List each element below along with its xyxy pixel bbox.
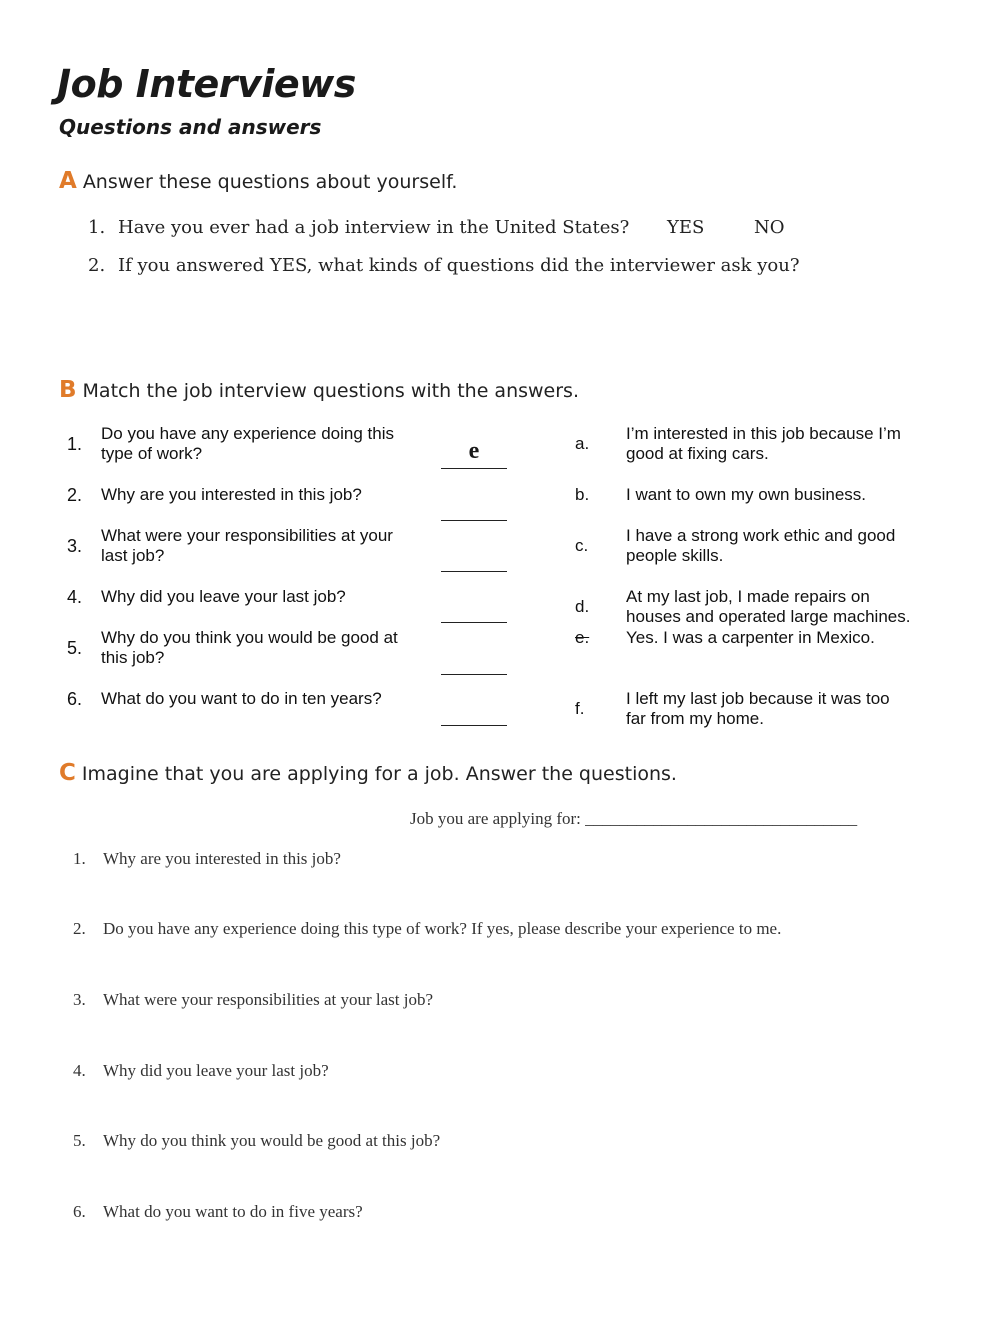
section-b-instructions: Match the job interview questions with the answers.	[82, 380, 579, 402]
match-answer-text-continued: far from my home.	[626, 709, 764, 728]
section-c-question-text: Why are you interested in this job?	[103, 849, 341, 868]
section-c-question-text: What do you want to do in five years?	[103, 1202, 363, 1221]
match-answer-letter: a.	[575, 434, 590, 453]
section-c-question-text: What were your responsibilities at your last job?	[103, 990, 433, 1009]
section-c-letter: C	[59, 760, 76, 786]
job-applying-for-field[interactable]: Job you are applying for: ________________________________	[410, 809, 858, 828]
section-a-question-2-number: 2.	[88, 255, 106, 276]
match-question-text-continued: type of work?	[101, 444, 203, 463]
section-c-question-text: Do you have any experience doing this type of work? If yes, please describe your experience to me.	[103, 919, 782, 938]
match-answer-text: I have a strong work ethic and good	[626, 526, 896, 545]
page-title: Job Interviews	[57, 62, 356, 106]
match-answer-letter: f.	[575, 699, 585, 718]
match-answer-text: I left my last job because it was too	[626, 689, 890, 708]
match-question-number: 1.	[67, 434, 83, 454]
match-answer-text: Yes. I was a carpenter in Mexico.	[626, 628, 875, 647]
match-question-number: 5.	[67, 638, 83, 658]
section-c-question-text: Why do you think you would be good at this job?	[103, 1131, 441, 1150]
match-answer-text-continued: good at fixing cars.	[626, 444, 769, 463]
match-question-text: Why do you think you would be good at	[101, 628, 398, 647]
match-answer-text-continued: people skills.	[626, 546, 724, 565]
answer-blank-line[interactable]	[441, 468, 507, 469]
match-answer-text: At my last job, I made repairs on	[626, 587, 870, 606]
match-answer-letter: c.	[575, 536, 589, 555]
section-c-instructions: Imagine that you are applying for a job. Answer the questions.	[81, 763, 677, 785]
match-question-text: What were your responsibilities at your	[101, 526, 393, 545]
match-question-number: 3.	[67, 536, 83, 556]
section-c-question-number: 5.	[73, 1131, 86, 1150]
section-c-question-number: 3.	[73, 990, 86, 1009]
match-question-number: 2.	[67, 485, 83, 505]
match-question-text: Do you have any experience doing this	[101, 424, 394, 443]
match-question-text: Why did you leave your last job?	[101, 587, 346, 606]
match-answer-text: I’m interested in this job because I’m	[626, 424, 901, 443]
answer-blank-line[interactable]	[441, 622, 507, 623]
section-a-question-2: If you answered YES, what kinds of questions did the interviewer ask you?	[118, 255, 800, 276]
section-a-question-1: Have you ever had a job interview in the United States?	[118, 217, 630, 238]
section-c-question-number: 4.	[73, 1061, 86, 1080]
match-question-text-continued: this job?	[101, 648, 165, 667]
section-a-question-1-number: 1.	[88, 217, 106, 238]
match-answer-letter: e.	[575, 628, 590, 647]
section-c-question-number: 2.	[73, 919, 86, 938]
answer-blank-line[interactable]	[441, 725, 507, 726]
section-a-letter: A	[59, 168, 77, 194]
section-a-instructions: Answer these questions about yourself.	[82, 171, 458, 193]
match-question-number: 4.	[67, 587, 83, 607]
section-c-heading	[59, 760, 677, 786]
match-question-text-continued: last job?	[101, 546, 165, 565]
section-a-heading	[59, 168, 457, 194]
yes-option[interactable]: YES	[667, 217, 705, 238]
match-answer-letter: b.	[575, 485, 590, 504]
answer-input[interactable]: e	[468, 438, 480, 464]
match-answer-text-continued: houses and operated large machines.	[626, 607, 911, 626]
answer-blank-line[interactable]	[441, 520, 507, 521]
answer-blank-line[interactable]	[441, 674, 507, 675]
match-question-number: 6.	[67, 689, 83, 709]
match-answer-text: I want to own my own business.	[626, 485, 867, 504]
section-b-letter: B	[59, 377, 77, 403]
section-c-question-text: Why did you leave your last job?	[103, 1061, 329, 1080]
section-c-question-number: 6.	[73, 1202, 86, 1221]
section-b-heading	[59, 377, 579, 403]
answer-blank-line[interactable]	[441, 571, 507, 572]
page-subtitle: Questions and answers	[59, 115, 322, 139]
match-question-text: Why are you interested in this job?	[101, 485, 362, 504]
match-answer-letter: d.	[575, 597, 590, 616]
no-option[interactable]: NO	[754, 217, 785, 238]
match-question-text: What do you want to do in ten years?	[101, 689, 382, 708]
section-c-question-number: 1.	[73, 849, 86, 868]
